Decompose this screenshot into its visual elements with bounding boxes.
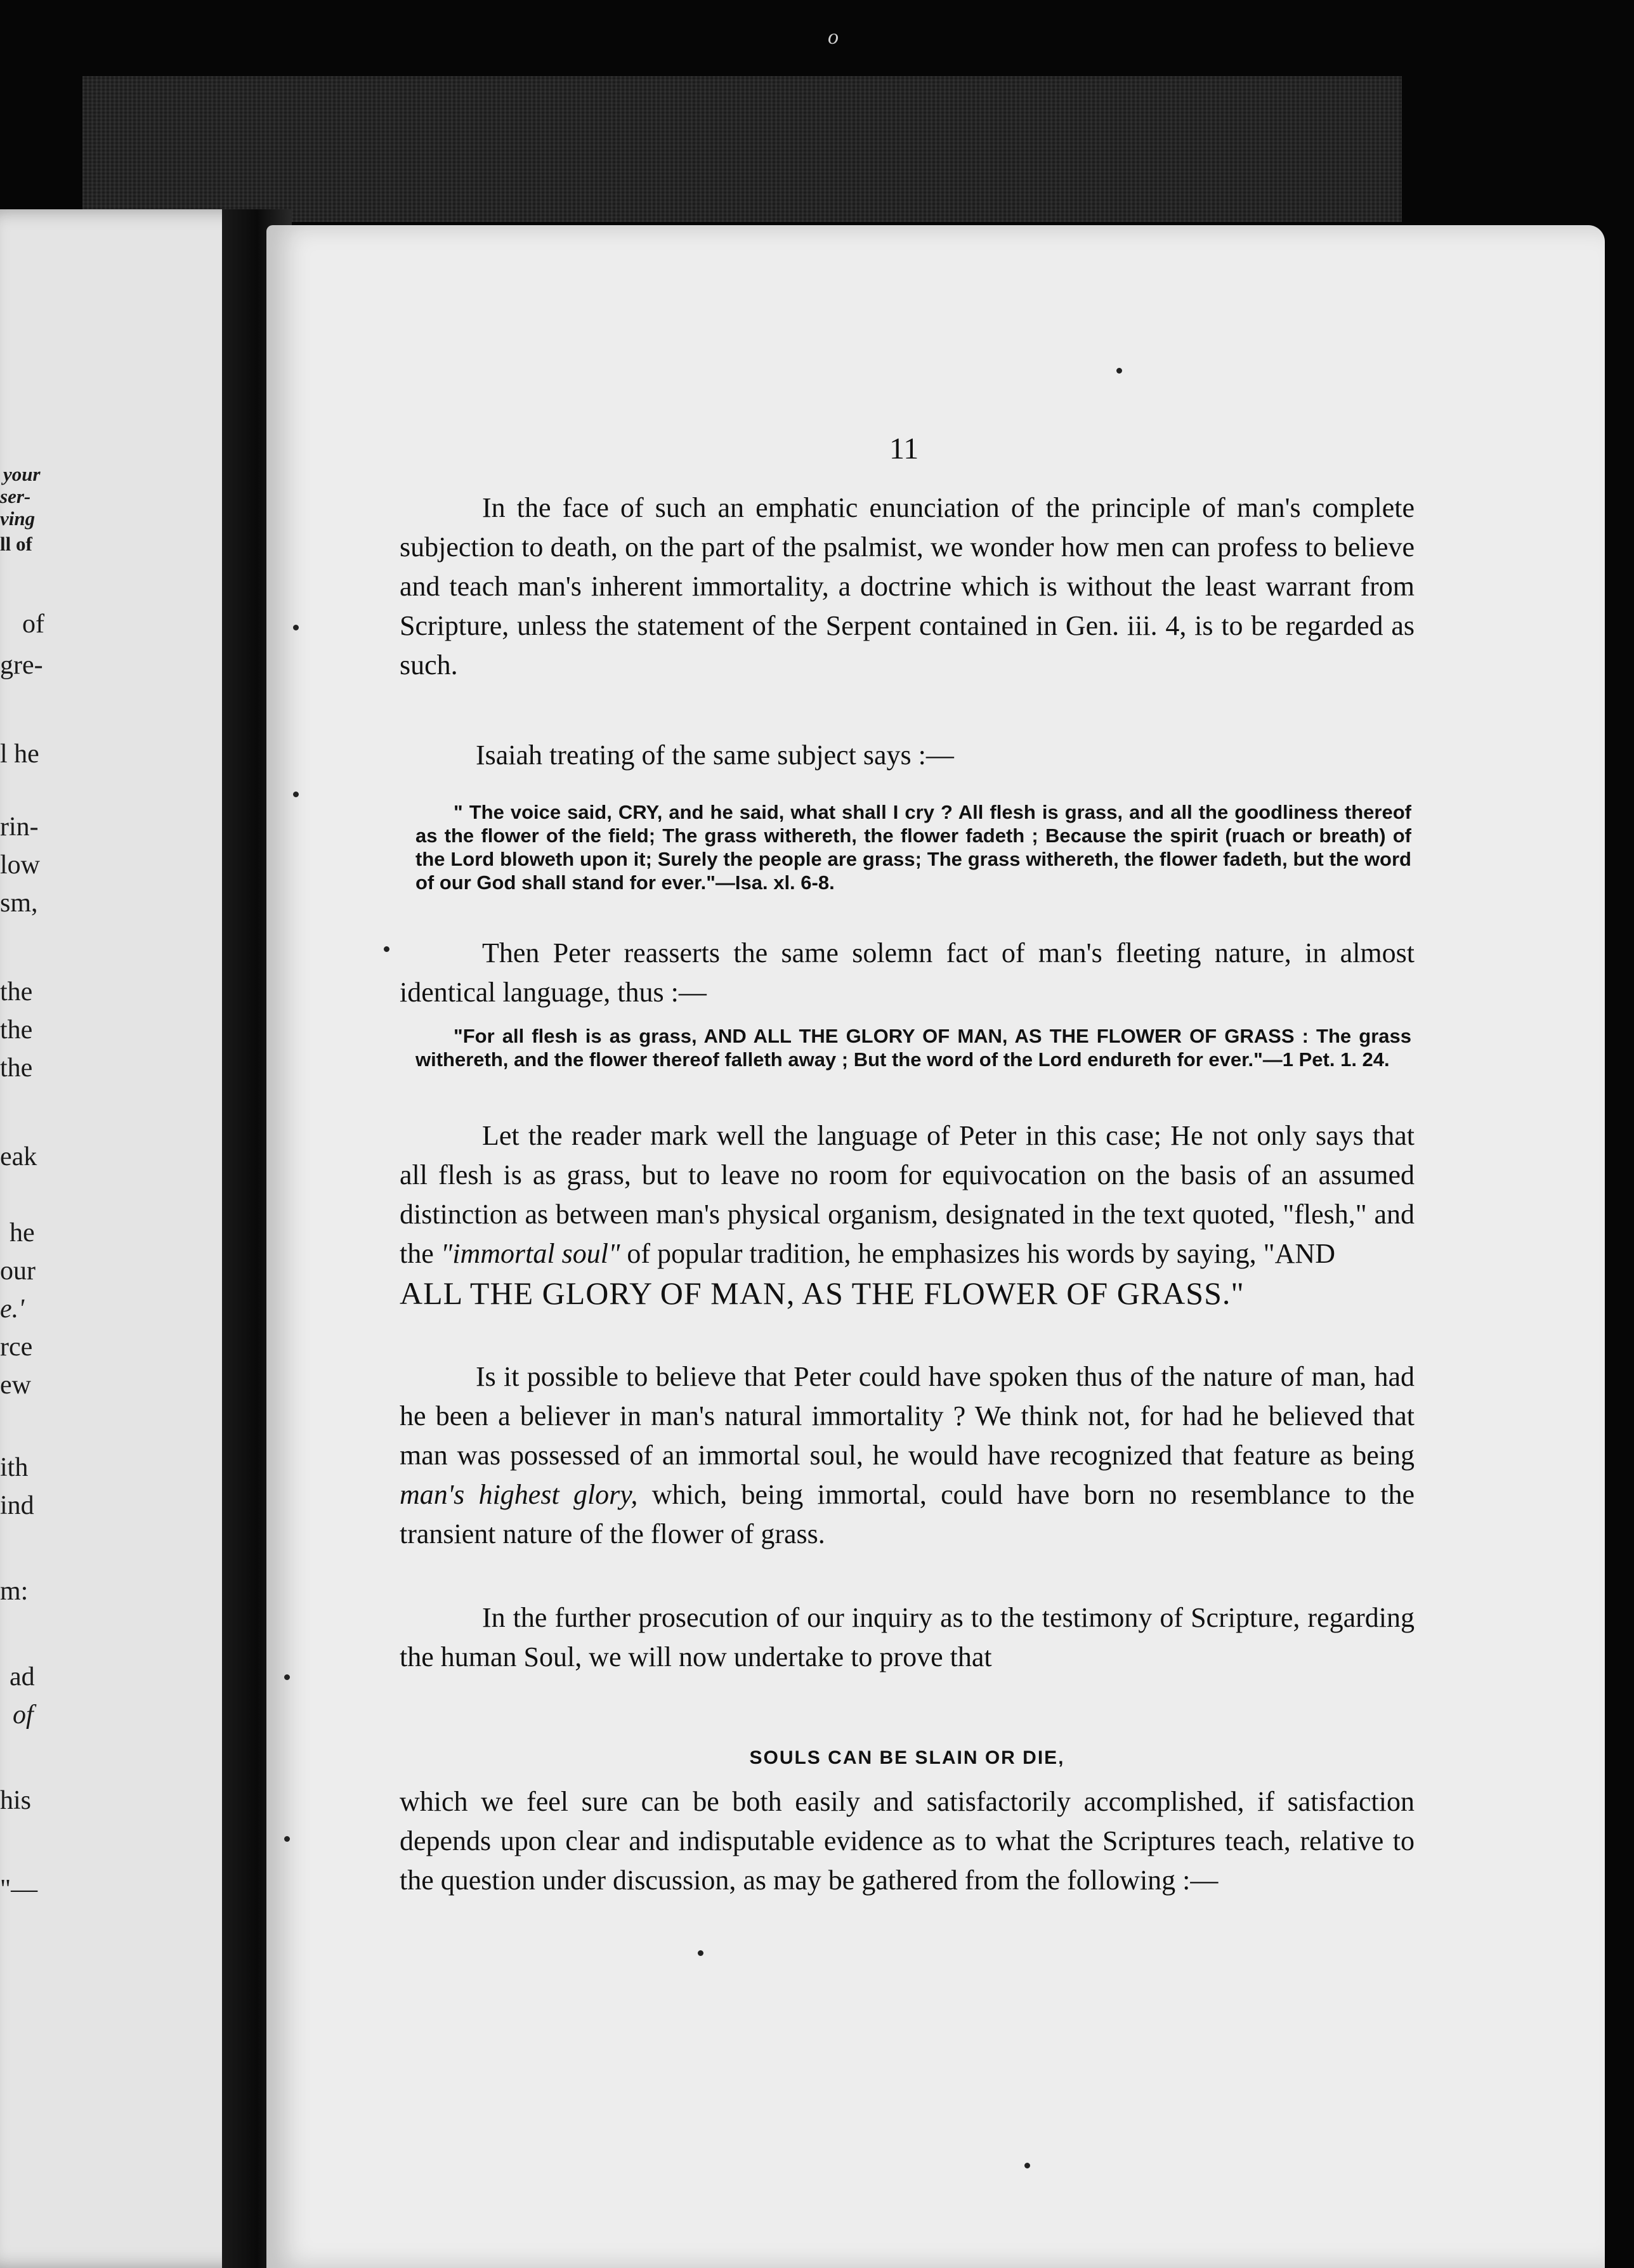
left-page-fragment: rce <box>0 1333 33 1362</box>
paragraph-7 <box>400 1782 1415 1900</box>
left-page-fragment: ew <box>0 1371 31 1400</box>
left-page-fragment: eak <box>0 1142 37 1171</box>
paragraph-5 <box>400 1357 1415 1554</box>
left-page-fragment: ser- <box>0 485 31 507</box>
left-page-fragment: our <box>0 1256 36 1286</box>
left-page-fragment: sm, <box>0 889 38 918</box>
paragraph-5-part-b: which, being immortal, could have born no resemblance to the transient nature of the flower of grass. <box>400 1479 1415 1549</box>
left-page-fragment: his <box>0 1786 32 1815</box>
book-cover-cloth <box>82 76 1402 222</box>
left-page-fragment: l he <box>0 740 39 769</box>
left-page-fragment: rin- <box>0 812 39 842</box>
section-heading: SOULS CAN BE SLAIN OR DIE, <box>749 1747 1065 1768</box>
left-page-fragment: ll of <box>0 533 32 555</box>
paragraph-1-text: In the face of such an emphatic enunciation of the principle of man's complete subjection to death, on the part of the psalmist, we wonder how men can profess to believe and teach man's inherent immortality, a doctrine which is without the least warrant from Scripture, unless the statement of the Serpent contained in Gen. iii. 4, is to be regarded as such. <box>400 492 1415 681</box>
paragraph-6 <box>400 1598 1415 1677</box>
paragraph-6-text: In the further prosecution of our inquiry as to the testimony of Scripture, regarding the human Soul, we will now undertake to prove that <box>400 1602 1415 1672</box>
left-page-fragment: ith <box>0 1453 29 1482</box>
quotation-peter-text: "For all flesh is as grass, AND ALL THE GLORY OF MAN, AS THE FLOWER OF GRASS : The grass withereth, and the flower thereof falleth away ; But the word of the Lord endureth for ever."—1 Pet. 1. 24. <box>415 1025 1411 1071</box>
left-page-fragment: ving <box>0 507 36 530</box>
scan-mark: o <box>828 25 839 49</box>
left-page-fragment: of <box>13 1700 34 1730</box>
paragraph-3 <box>400 934 1415 1012</box>
paragraph-4 <box>400 1116 1415 1315</box>
quotation-isaiah <box>415 800 1411 894</box>
left-page-fragment: low <box>0 850 40 880</box>
ink-speck <box>1024 2163 1030 2168</box>
ink-speck <box>284 1836 290 1842</box>
paragraph-4-part-a: Let the reader mark well the language of Peter in this case; He not only says that all flesh is as grass, but to leave no room for equivocation on the basis of an assumed distinction as between man's physical organism, designated in the text quoted, "flesh," and the <box>400 1120 1415 1269</box>
paragraph-2-text: Isaiah treating of the same subject says :— <box>476 740 954 771</box>
left-page-fragment: the <box>0 977 33 1007</box>
left-page-fragment: gre- <box>0 651 43 680</box>
paragraph-5-italic: man's highest glory, <box>400 1479 638 1510</box>
left-page-fragment: the <box>0 1053 33 1083</box>
left-page-fragment: the <box>0 1015 33 1045</box>
left-page-fragment: "— <box>0 1875 38 1904</box>
quotation-isaiah-text: " The voice said, CRY, and he said, what shall I cry ? All flesh is grass, and all the goodliness thereof as the flower of the field; The grass withereth, the flower fadeth ; Because the spirit (ruach or breath) of the Lord bloweth upon it; Surely the people are grass; The grass withereth, the flower fadeth, but the word of our God shall stand for ever."—Isa. xl. 6-8. <box>415 801 1411 894</box>
page-number: 11 <box>889 432 919 466</box>
paragraph-1 <box>400 488 1415 685</box>
paragraph-7-text: which we feel sure can be both easily and satisfactorily accomplished, if satisfaction depends upon clear and indisputable evidence as to what the Scriptures teach, relative to the question under discussion, as may be gathered from the following :— <box>400 1786 1415 1896</box>
ink-speck <box>293 792 299 797</box>
paragraph-5-part-a: Is it possible to believe that Peter could have spoken thus of the nature of man, had he been a believer in man's natural immortality ? We think not, for had he believed that man was possessed of an immortal soul, he would have recognized that feature as being <box>400 1361 1415 1471</box>
ink-speck <box>1116 368 1122 374</box>
paragraph-4-text <box>400 1116 1415 1315</box>
left-page-fragment: m: <box>0 1577 29 1606</box>
left-page-fragment: he <box>10 1218 35 1248</box>
ink-speck <box>698 1950 703 1956</box>
paragraph-2 <box>400 736 1415 775</box>
left-page-fragment: of <box>22 609 44 639</box>
paragraph-4-italic: "immortal soul" <box>440 1238 620 1269</box>
paragraph-3-text: Then Peter reasserts the same solemn fact of man's fleeting nature, in almost identical language, thus :— <box>400 937 1415 1008</box>
paragraph-4-caps: ALL THE GLORY OF MAN, AS THE FLOWER OF GRASS." <box>400 1275 1245 1311</box>
ink-speck <box>384 946 389 952</box>
left-page-fragment: ad <box>10 1662 35 1691</box>
previous-page-fragment <box>0 209 260 2268</box>
paragraph-4-part-b: of popular tradition, he emphasizes his words by saying, "AND <box>627 1238 1335 1269</box>
paragraph-5-text <box>400 1357 1415 1554</box>
left-page-fragment: ind <box>0 1491 34 1520</box>
ink-speck <box>284 1674 290 1680</box>
left-page-fragment: your <box>3 463 41 485</box>
left-page-fragment: e.' <box>0 1294 25 1324</box>
ink-speck <box>293 625 299 630</box>
quotation-peter <box>415 1024 1411 1071</box>
